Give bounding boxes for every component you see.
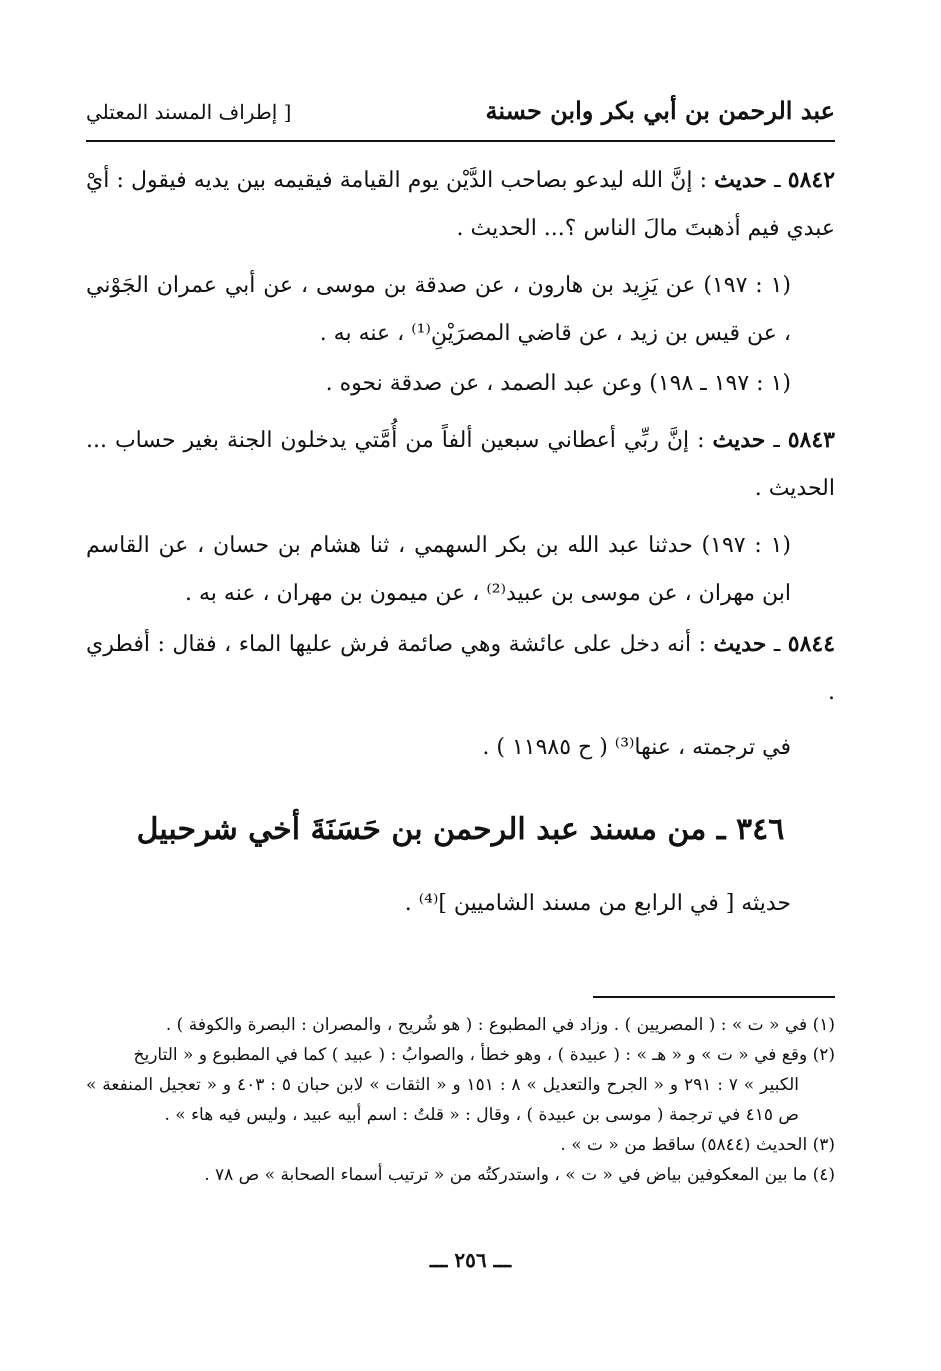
entry-keyword: حديث (713, 631, 767, 657)
header-title: عبد الرحمن بن أبي بكر وابن حسنة (485, 96, 835, 125)
running-header (86, 96, 835, 132)
entry-body: : إنَّ ربِّي أعطاني سبعين ألفاً من أُمَّتي يدخلون الجنة بغير حساب ... الحديث . (86, 428, 835, 501)
footnote-3: (٣) الحديث (٥٨٤٤) ساقط من « ت » . (560, 1135, 835, 1155)
footnote-1: (١) في « ت » : ( المصريين ) . وزاد في المطبوع : ( هو شُريح ، والمصران : البصرة والكوفة ) . (165, 1015, 835, 1035)
header-rule (86, 140, 835, 142)
entry-number: ٥٨٤٣ (787, 427, 835, 453)
entry-5844-chain-1: في ترجمته ، عنها⁽³⁾ ( ح ١١٩٨٥ ) . (482, 735, 791, 760)
entry-body: : أنه دخل على عائشة وهي صائمة فرش عليها الماء ، فقال : أفطري . (86, 632, 835, 705)
footnote-2-continuation: الكبير » ٧ : ٢٩١ و « الجرح والتعديل » ٨ : ١٥١ و « الثقات » لابن حبان ٥ : ٤٠٣ و « تعجيل المنفعة » ص ٤١٥ في ترجمة ( موسى بن عبيدة ) ، وقال : « قلتُ : اسم أبيه عبيد ، وليس فيه هاء » . (86, 1075, 799, 1125)
footnote-separator (593, 996, 835, 998)
entry-5843-chain-1: (١ : ١٩٧) حدثنا عبد الله بن بكر السهمي ، ثنا هشام بن حسان ، عن القاسم ابن مهران ، عن موسى بن عبيد⁽²⁾ ، عن ميمون بن مهران ، عنه به . (86, 533, 791, 606)
footnotes (86, 1010, 835, 1190)
entry-5842-chain-1: (١ : ١٩٧) عن يَزِيد بن هارون ، عن صدقة بن موسى ، عن أبي عمران الجَوْني ، عن قيس بن زيد ، عن قاضي المصرَيْنِ⁽¹⁾ ، عنه به . (86, 273, 791, 346)
entry-5843-text: ٥٨٤٣ ـ حديث : إنَّ ربِّي أعطاني سبعين ألفاً من أُمَّتي يدخلون الجنة بغير حساب ... الحديث . (86, 427, 835, 501)
entry-5842-text: ٥٨٤٢ ـ حديث : إنَّ الله ليدعو بصاحب الدَّيْن يوم القيامة فيقيمه بين يديه فيقول : أيْ عبدي فيم أذهبتَ مالَ الناس ؟... الحديث . (86, 167, 836, 241)
header-book-title: [ إطراف المسند المعتلي (86, 100, 292, 124)
entry-keyword: حديث (714, 167, 768, 193)
entry-5842-chain-2: (١ : ١٩٧ ـ ١٩٨) وعن عبد الصمد ، عن صدقة نحوه . (325, 371, 791, 396)
section-text: حديثه [ في الرابع من مسند الشاميين ]⁽⁴⁾ . (404, 891, 791, 916)
entry-number: ٥٨٤٢ (787, 167, 836, 193)
entry-body: : إنَّ الله ليدعو بصاحب الدَّيْن يوم القيامة فيقيمه بين يديه فيقول : أيْ عبدي فيم أذهبتَ مالَ الناس ؟... الحديث . (86, 168, 835, 241)
footnote-4: (٤) ما بين المعكوفين بياض في « ت » ، واستدركتُه من « ترتيب أسماء الصحابة » ص ٧٨ . (204, 1165, 835, 1185)
page-number: ـــ ٢٥٦ ـــ (429, 1248, 512, 1272)
entry-keyword: حديث (712, 427, 766, 453)
section-heading: ٣٤٦ ـ من مسند عبد الرحمن بن حَسَنَةَ أخي شرحبيل (136, 812, 785, 847)
footnote-2: (٢) وقع في « ت » و « هـ » : ( عبيدة ) ، وهو خطأ ، والصوابُ : ( عبيد ) كما في المطبوع و « التاريخ (133, 1045, 835, 1065)
entry-number: ٥٨٤٤ (787, 631, 836, 657)
entry-5844-text: ٥٨٤٤ ـ حديث : أنه دخل على عائشة وهي صائمة فرش عليها الماء ، فقال : أفطري . (86, 631, 836, 705)
